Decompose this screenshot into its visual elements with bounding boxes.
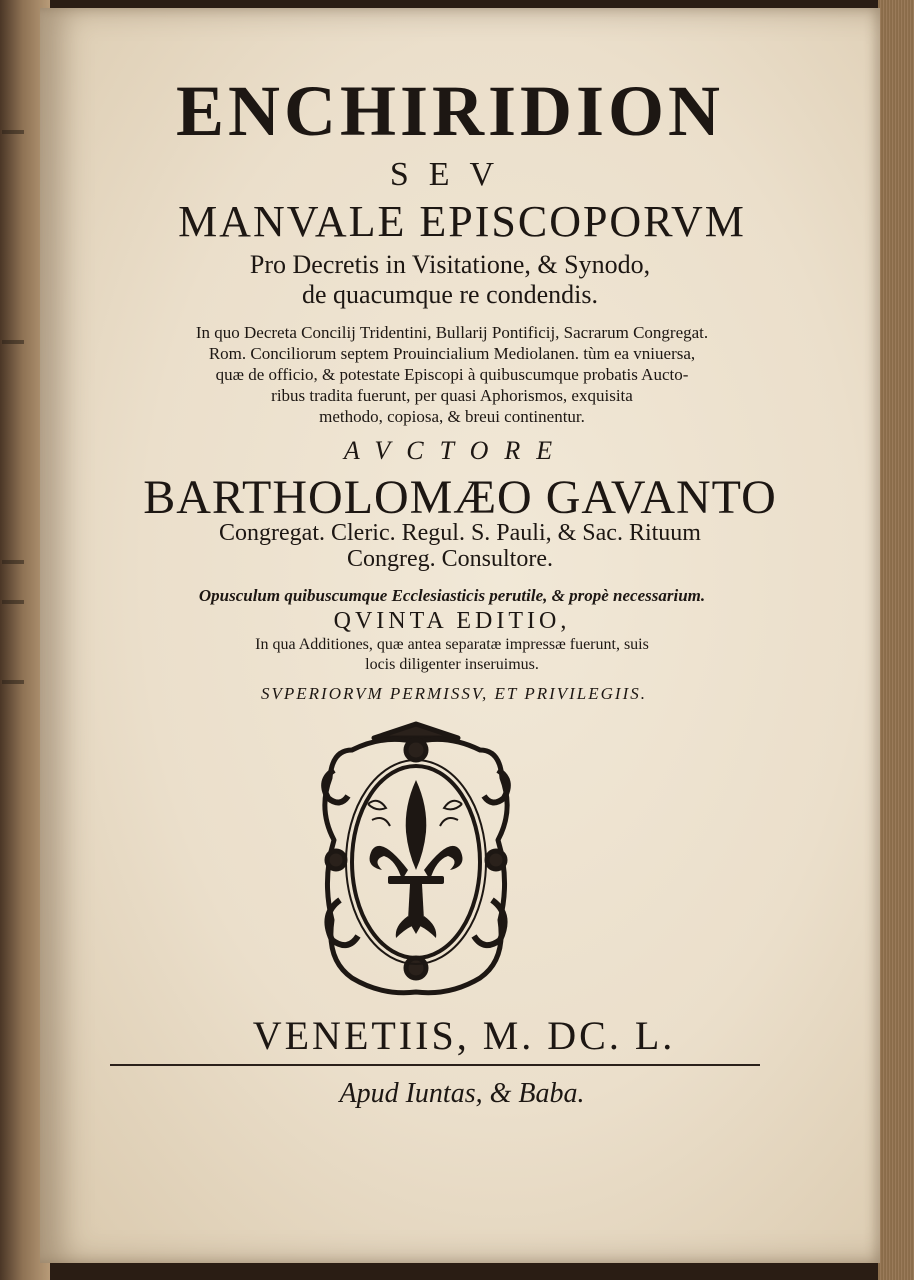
author-affiliation: Congregat. Cleric. Regul. S. Pauli, & Sac. Rituum	[219, 520, 701, 546]
title-page	[40, 8, 880, 1263]
imprint-publisher: Apud Iuntas, & Baba.	[339, 1078, 585, 1109]
subtitle-line: de quacumque re condendis.	[301, 280, 598, 309]
description-line: methodo, copiosa, & breui continentur.	[319, 407, 585, 426]
facing-page-text-fragment	[2, 560, 24, 564]
description-line: Rom. Conciliorum septem Prouincialium Mediolanen. tùm ea vniuersa,	[208, 344, 696, 363]
edition-note: In qua Additiones, quæ antea separatæ impressæ fuerunt, suis	[255, 636, 649, 653]
imprint-place-date: VENETIIS, M. DC. L.	[252, 1013, 676, 1058]
description-line: quæ de officio, & potestate Episcopi à quibuscumque probatis Aucto-	[215, 365, 689, 384]
facing-page-text-fragment	[2, 340, 24, 344]
fleur-de-lis-cartouche-icon	[312, 720, 520, 1000]
privilege-line: SVPERIORVM PERMISSV, ET PRIVILEGIIS.	[261, 684, 647, 703]
subtitle-line: Pro Decretis in Visitatione, & Synodo,	[249, 250, 651, 279]
description-line: ribus tradita fuerunt, per quasi Aphorismos, exquisita	[271, 386, 633, 405]
opusculum-note: Opusculum quibuscumque Ecclesiasticis perutile, & propè necessarium.	[198, 586, 706, 605]
auctore-label: AVCTORE	[343, 436, 569, 465]
imprint-rule	[110, 1064, 760, 1066]
facing-page-text-fragment	[2, 600, 24, 604]
author-name: BARTHOLOMÆO GAVANTO	[143, 471, 777, 524]
facing-page-text-fragment	[2, 130, 24, 134]
title-conjunction: SEV	[389, 156, 515, 193]
contents-description	[32, 322, 872, 427]
description-line: In quo Decreta Concilij Tridentini, Bullarij Pontificij, Sacrarum Congregat.	[195, 323, 709, 342]
book-title: ENCHIRIDION	[175, 71, 725, 151]
book-subtitle-manual: MANVALE EPISCOPORVM	[178, 197, 746, 246]
book-fore-edge	[878, 0, 914, 1280]
edition-note: locis diligenter inseruimus.	[365, 656, 539, 673]
author-affiliation: Congreg. Consultore.	[347, 546, 553, 572]
edition-label: QVINTA EDITIO,	[333, 608, 571, 634]
facing-page-text-fragment	[2, 680, 24, 684]
